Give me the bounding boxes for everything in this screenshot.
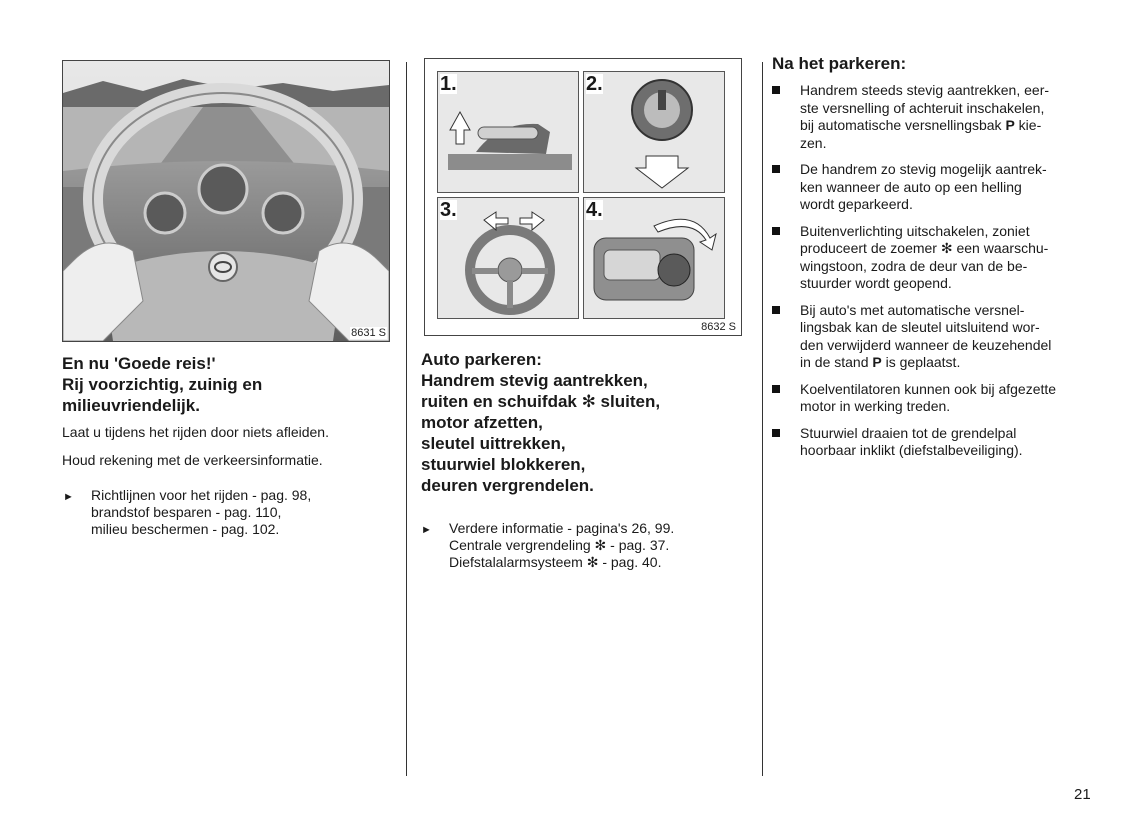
heading-line: En nu 'Goede reis!': [62, 354, 216, 373]
bullet-square-icon: [772, 306, 780, 314]
steering-lock-icon: [438, 198, 578, 318]
step-3-label: 3.: [440, 199, 457, 221]
step-2-label: 2.: [586, 73, 603, 95]
col1-cross-reference: [63, 487, 393, 538]
bullet-square-icon: [772, 227, 780, 235]
heading-line: Handrem stevig aantrekken,: [421, 371, 648, 390]
after-parking-list: [770, 82, 1100, 469]
col1-paragraph-1: Laat u tijdens het rijden door niets afleiden.: [62, 424, 329, 440]
page-number: 21: [1074, 786, 1091, 803]
parking-steps-illustration: [424, 58, 742, 336]
col2-heading: [421, 349, 751, 496]
heading-line: sleutel uittrekken,: [421, 434, 566, 453]
col3-heading: Na het parkeren:: [772, 54, 907, 73]
bullet-square-icon: [772, 429, 780, 437]
heading-line: ruiten en schuifdak ✻ sluiten,: [421, 392, 661, 411]
col1-heading: [62, 353, 382, 416]
reference-line: Richtlijnen voor het rijden - pag. 98,: [91, 487, 312, 503]
column-divider-left: [406, 62, 407, 776]
col2-cross-reference: [421, 520, 751, 571]
handbrake-icon: [438, 72, 578, 192]
reference-line: Verdere informatie - pagina's 26, 99.: [449, 520, 675, 536]
figure-number: 8632 S: [701, 321, 736, 333]
list-item: Handrem steeds stevig aantrekken, eer- ste versnelling of achteruit inschakelen, bij automatische versnellingsbak P kie- zen.: [770, 82, 1100, 152]
bullet-square-icon: [772, 165, 780, 173]
step-4-panel: [583, 197, 725, 319]
steering-wheel-drawing: [63, 61, 389, 341]
step-3-panel: [437, 197, 579, 319]
column-divider-right: [762, 62, 763, 776]
heading-line: stuurwiel blokkeren,: [421, 455, 586, 474]
heading-line: deuren vergrendelen.: [421, 476, 594, 495]
step-1-panel: [437, 71, 579, 193]
bullet-square-icon: [772, 385, 780, 393]
reference-line: Diefstalalarmsysteem ✻ - pag. 40.: [449, 554, 662, 570]
heading-line: Rij voorzichtig, zuinig en: [62, 375, 263, 394]
heading-line: milieuvriendelijk.: [62, 396, 200, 415]
list-item: Koelventilatoren kunnen ook bij afgezette motor in werking treden.: [770, 381, 1100, 416]
list-item: Stuurwiel draaien tot de grendelpal hoorbaar inklikt (diefstalbeveiliging).: [770, 425, 1100, 460]
step-2-panel: [583, 71, 725, 193]
list-item: De handrem zo stevig mogelijk aantrek- ken wanneer de auto op een helling wordt geparkeerd.: [770, 161, 1100, 214]
list-item: Buitenverlichting uitschakelen, zoniet produceert de zoemer ✻ een waarschu- wingstoon, zodra de deur van de be- stuurder wordt geopend.: [770, 223, 1100, 293]
reference-line: brandstof besparen - pag. 110,: [91, 504, 282, 520]
step-4-label: 4.: [586, 199, 603, 221]
ignition-key-icon: [584, 72, 724, 192]
reference-line: milieu beschermen - pag. 102.: [91, 521, 280, 537]
reference-line: Centrale vergrendeling ✻ - pag. 37.: [449, 537, 670, 553]
door-lock-icon: [584, 198, 724, 318]
bullet-square-icon: [772, 86, 780, 94]
heading-line: Auto parkeren:: [421, 350, 542, 369]
figure-number: 8631 S: [351, 327, 386, 339]
arrow-right-icon: ►: [421, 524, 432, 536]
col1-paragraph-2: Houd rekening met de verkeersinformatie.: [62, 452, 323, 468]
arrow-right-icon: ►: [63, 491, 74, 503]
list-item: Bij auto's met automatische versnel- lingsbak kan de sleutel uitsluitend wor- den verwijderd wanneer de keuzehendel in de stand P is geplaatst.: [770, 302, 1100, 372]
heading-line: motor afzetten,: [421, 413, 543, 432]
step-1-label: 1.: [440, 73, 457, 95]
steering-wheel-illustration: [62, 60, 390, 342]
